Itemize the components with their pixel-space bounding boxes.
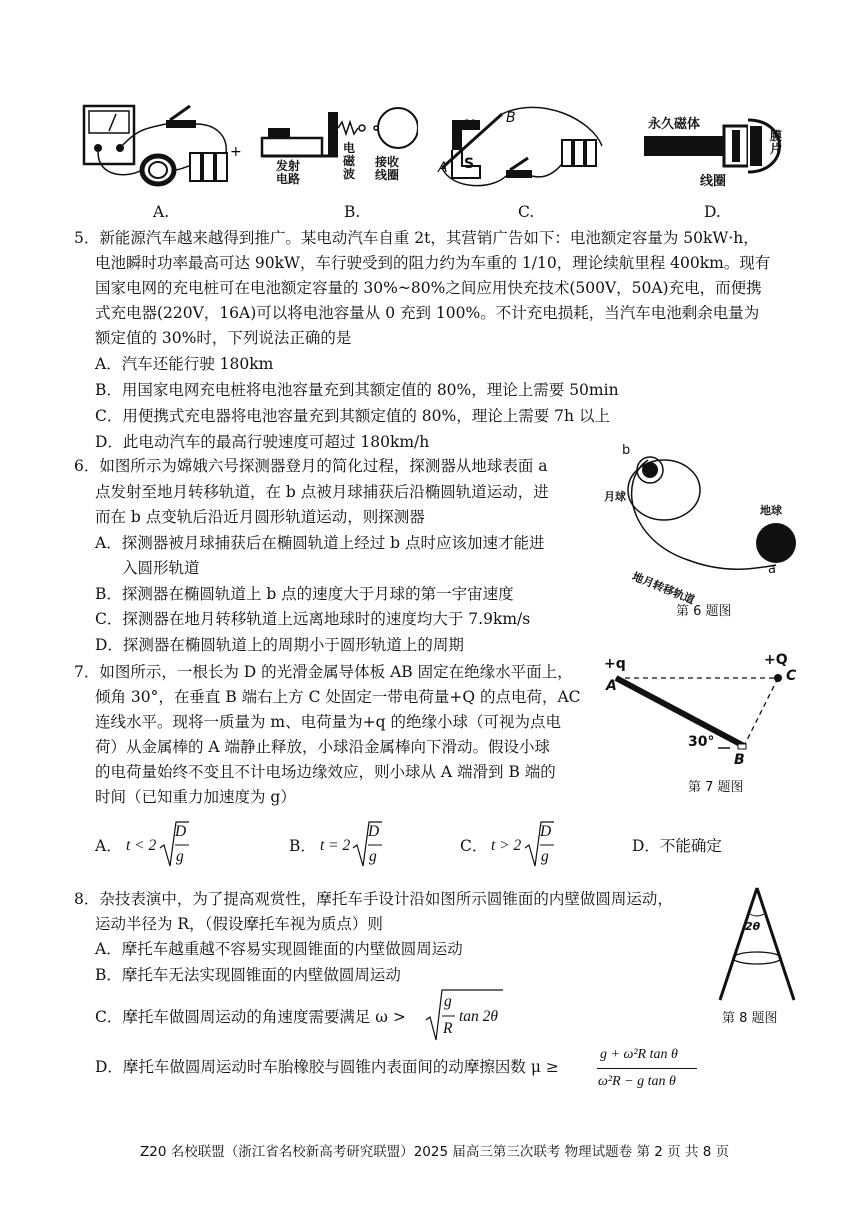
figure-d-film: 膜片: [770, 129, 783, 156]
q7-line-5: 的电荷量始终不变且不计电场边缘效应，则小球从 A 端滑到 B 端的: [95, 763, 556, 781]
q6-fig-a: a: [768, 562, 776, 577]
figure-c-S: S: [464, 156, 475, 172]
q5-line-2: 电池瞬时功率最高可达 90kW，车行驶受到的阻力约为车重的 1/10，理论续航里程 400km。现有: [95, 254, 771, 272]
q7-option-c-den: g: [541, 848, 549, 865]
q8-option-d-num: g + ω²R tan θ: [600, 1047, 678, 1062]
q7-fig-plus-q: +q: [604, 656, 626, 672]
q7-option-a-prefix: A．: [95, 837, 122, 855]
q5-option-a: A．汽车还能行驶 180km: [95, 355, 274, 373]
q6-fig-moon: 月球: [604, 490, 626, 503]
q5-option-d: D．此电动汽车的最高行驶速度可超过 180km/h: [95, 433, 430, 451]
q5-option-c: C．用便携式充电器将电池容量充到其额定值的 80%，理论上需要 7h 以上: [95, 407, 610, 425]
q8-option-d-den: ω²R − g tan θ: [598, 1074, 676, 1089]
figure-c-label: C.: [518, 203, 535, 221]
figure-d-label: D.: [704, 203, 721, 221]
q7-option-c-expr: t > 2: [491, 837, 522, 854]
figure-c: [432, 100, 612, 196]
figure-c-N: N: [464, 118, 476, 134]
q8-fig-angle: 2θ: [745, 920, 761, 933]
q7-option-c-num: D: [540, 823, 552, 840]
q6-option-a: A．探测器被月球捕获后在椭圆轨道上经过 b 点时应该加速才能进: [95, 534, 545, 552]
q6-line-3: 而在 b 点变轨后沿近月圆形轨道运动，则探测器: [95, 508, 425, 526]
q5-line-1: 5．新能源汽车越来越得到推广。某电动汽车自重 2t，其营销广告如下：电池额定容量为 50kW·h，: [74, 229, 759, 247]
q7-fig-angle: 30°: [688, 734, 715, 750]
q8-option-a: A．摩托车越重越不容易实现圆锥面的内壁做圆周运动: [95, 940, 463, 958]
q6-option-a-cont: 入圆形轨道: [122, 559, 200, 577]
q7-option-d: D．不能确定: [632, 837, 722, 855]
q7-option-b-den: g: [369, 848, 377, 865]
figure-b-text-circuit: 发射电路: [276, 159, 301, 186]
q7-figure: [600, 660, 800, 772]
q5-line-5: 额定值的 30%时，下列说法正确的是: [95, 329, 352, 347]
figure-b-text-wave: 电磁波: [343, 141, 356, 181]
q7-option-a-expr: t < 2: [126, 837, 157, 854]
q7-fig-C: C: [786, 668, 797, 684]
q7-option-b-expr: t = 2: [320, 837, 351, 854]
q7-option-b-prefix: B．: [289, 837, 316, 855]
figure-b-label: B.: [344, 203, 361, 221]
q6-line-1: 6．如图所示为嫦娥六号探测器登月的简化过程，探测器从地球表面 a: [74, 457, 548, 475]
q5-option-b: B．用国家电网充电桩将电池容量充到其额定值的 80%，理论上需要 50min: [95, 381, 619, 399]
q7-line-4: 荷）从金属棒的 A 端静止释放，小球沿金属棒向下滑动。假设小球: [95, 738, 551, 756]
q6-fig-b: b: [622, 443, 631, 458]
q5-line-4: 式充电器(220V，16A)可以将电池容量从 0 充到 100%。不计充电损耗，当汽车电池剩余电量为: [95, 304, 760, 322]
q7-option-a-num: D: [175, 823, 187, 840]
q7-fig-B: B: [734, 752, 745, 768]
page-footer: Z20 名校联盟（浙江省名校新高考研究联盟）2025 届高三第三次联考 物理试题卷 第 2 页 共 8 页: [140, 1144, 730, 1160]
q6-line-2: 点发射至地月转移轨道，在 b 点被月球捕获后沿椭圆轨道运动，进: [95, 483, 549, 501]
q8-line-2: 运动半径为 R，（假设摩托车视为质点）则: [95, 915, 383, 933]
q7-option-b-num: D: [368, 823, 380, 840]
figure-a-label: A.: [153, 203, 170, 221]
q7-line-3: 连线水平。现将一质量为 m、电荷量为+q 的绝缘小球（可视为点电: [95, 713, 561, 731]
q6-option-c: C．探测器在地月转移轨道上远离地球时的速度均大于 7.9km/s: [95, 610, 531, 628]
q8-option-c-tan: tan 2θ: [459, 1008, 499, 1025]
q7-option-c-prefix: C．: [460, 837, 488, 855]
q6-option-b: B．探测器在椭圆轨道上 b 点的速度大于月球的第一宇宙速度: [95, 585, 514, 603]
figure-c-A: A: [438, 160, 448, 176]
q7-caption: 第 7 题图: [688, 780, 744, 795]
q8-option-d-text: D．摩托车做圆周运动时车胎橡胶与圆锥内表面间的动摩擦因数 μ ≥: [95, 1058, 559, 1076]
q8-line-1: 8．杂技表演中，为了提高观赏性，摩托车手设计沿如图所示圆锥面的内壁做圆周运动，: [74, 890, 673, 908]
q6-fig-earth: 地球: [760, 504, 782, 517]
q8-figure: [712, 884, 802, 1004]
q8-option-c-text: C．摩托车做圆周运动的角速度需要满足 ω >: [95, 1008, 406, 1026]
q8-option-d-fraction-bar: [597, 1068, 697, 1069]
q7-line-6: 时间（已知重力加速度为 g）: [95, 788, 296, 806]
q6-caption: 第 6 题图: [676, 604, 732, 619]
q7-option-a-den: g: [176, 848, 184, 865]
q6-option-d: D．探测器在椭圆轨道上的周期小于圆形轨道上的周期: [95, 636, 464, 654]
q7-line-2: 倾角 30°，在垂直 B 端右上方 C 处固定一带电荷量+Q 的点电荷，AC: [95, 688, 581, 706]
svg-text:+: +: [230, 144, 242, 160]
figure-a: [78, 98, 248, 198]
q7-fig-plus-Q: +Q: [764, 652, 788, 668]
q6-fig-orbit: 地月转移轨道: [630, 569, 697, 607]
q7-line-1: 7．如图所示，一根长为 D 的光滑金属导体板 AB 固定在绝缘水平面上，: [74, 663, 573, 681]
q8-option-b: B．摩托车无法实现圆锥面的内壁做圆周运动: [95, 966, 401, 984]
figure-d-magnet: 永久磁体: [648, 117, 701, 132]
q7-fig-A: A: [606, 678, 617, 694]
figure-c-B: B: [506, 110, 516, 126]
q5-line-3: 国家电网的充电桩可在电池额定容量的 30%~80%之间应用快充技术(500V，50A)充电，而便携: [95, 279, 762, 297]
figure-b-text-coil: 接收线圈: [375, 155, 400, 182]
q8-option-c-num: g: [444, 993, 452, 1010]
q8-option-c-den: R: [443, 1020, 453, 1037]
figure-d-coil: 线圈: [700, 174, 727, 189]
q8-caption: 第 8 题图: [722, 1011, 778, 1026]
